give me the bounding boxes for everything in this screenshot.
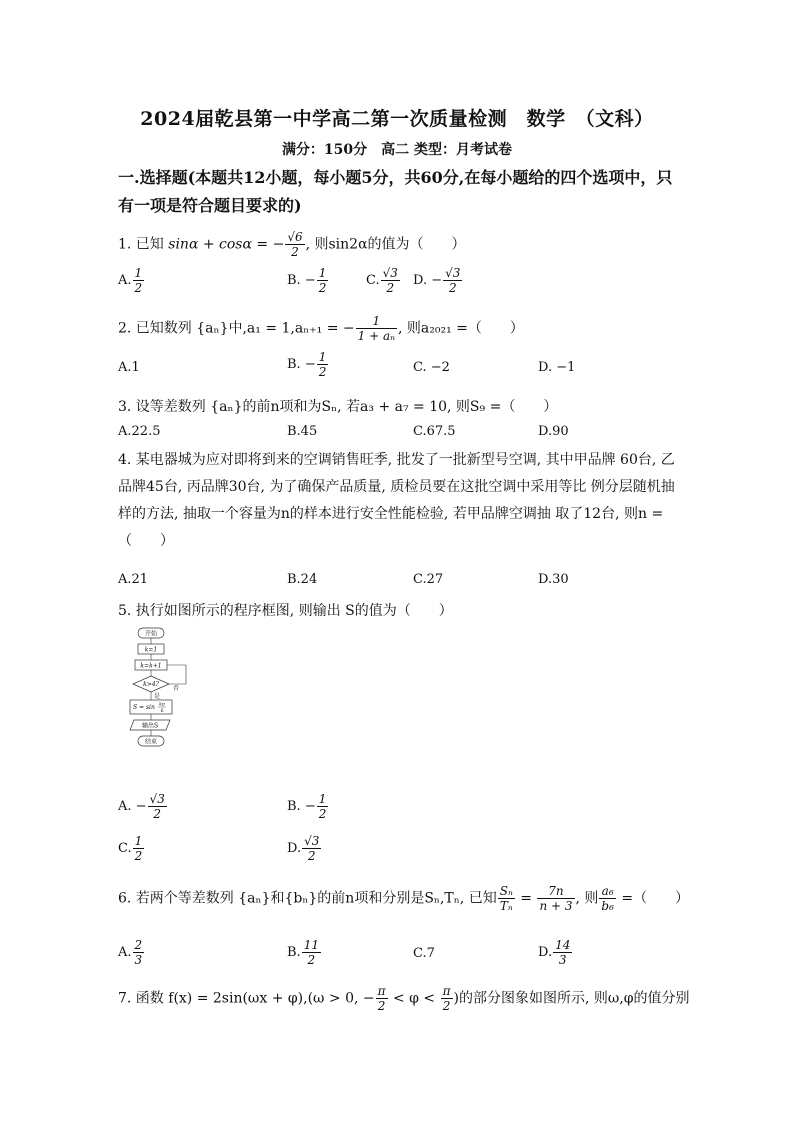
flow-loop-line	[167, 665, 186, 684]
section-heading: 一.选择题(本题共12小题，每小题5分，共60分,在每小题给的四个选项中，只有一项是符合题目要求的)	[118, 168, 673, 215]
q1-option-b: B. − $\frac{1}{2}$	[287, 266, 327, 295]
question-1-suffix: , 则sin2α的值为（ ）	[305, 236, 466, 253]
q5-option-b: B. − $\frac{1}{2}$	[287, 792, 327, 821]
flow-init-label: k=1	[144, 646, 158, 654]
question-1-fraction: $\frac{√6}{2}$	[287, 230, 303, 259]
q3-option-d: D.90	[538, 424, 569, 439]
q1-option-d: D. − $\frac{√3}{2}$	[413, 266, 461, 295]
flow-end-label: 结束	[144, 738, 158, 746]
q2-option-d: D. −1	[538, 360, 576, 375]
question-6: 6. 若两个等差数列 {aₙ}和{bₙ}的前n项和分别是Sₙ,Tₙ, 已知 $\frac{\text{Sₙ}}{\text{Tₙ}}$ = $\frac{7n}{n + 3}$ , 则 $\frac{\text{a₆}}{\text{b₆}}$ =（ ）	[118, 884, 690, 913]
flow-assign-den: 6	[160, 709, 164, 714]
flow-yes-label: 是	[154, 693, 161, 700]
q5-option-a: A. − $\frac{√3}{2}$	[118, 792, 165, 821]
q3-option-a: A.22.5	[118, 424, 161, 439]
page-title: 2024届乾县第一中学高二第一次质量检测 数学 （文科）	[140, 108, 654, 130]
question-7: 7. 函数 f(x) = 2sin(ωx + φ),(ω > 0, − $\frac{\pi}{2}$ < φ < $\frac{\pi}{2}$ )的部分图象如图所示, 则ω,φ的值分别	[118, 984, 690, 1013]
page-subtitle: 满分：150分 高二 类型：月考试卷	[281, 142, 513, 158]
flow-no-label: 否	[173, 685, 180, 692]
flow-assign-label: S = sin	[133, 704, 155, 711]
q5-option-d: D. $\frac{√3}{2}$	[287, 834, 320, 863]
question-2-suffix: , 则a₂₀₂₁ =（ ）	[397, 320, 524, 337]
q4-option-a: A.21	[118, 572, 149, 587]
question-7-prefix: 7. 函数 f(x) = 2sin(ωx + φ),(ω > 0, −	[118, 990, 375, 1007]
flow-assign-num: kπ	[159, 702, 165, 708]
q6-option-d: D. $\frac{14}{3}$	[538, 938, 571, 967]
q2-option-a: A.1	[118, 360, 140, 375]
flow-output-label: 输出S	[141, 722, 159, 730]
q6-option-a: A. $\frac{2}{3}$	[118, 938, 143, 967]
q3-option-b: B.45	[287, 424, 318, 439]
q4-option-c: C.27	[413, 572, 444, 587]
question-3: 3. 设等差数列 {aₙ}的前n项和为Sₙ, 若a₃ + a₇ = 10, 则S₉ =（ ）	[118, 399, 558, 415]
q1-option-c: C. $\frac{√3}{2}$	[366, 266, 398, 295]
q3-option-c: C.67.5	[413, 424, 456, 439]
question-2-prefix: 2. 已知数列 {aₙ}中,a₁ = 1,aₙ₊₁ = −	[118, 320, 355, 337]
q6-option-c: C.7	[413, 946, 435, 961]
question-1-expr: sinα + cosα = −	[168, 236, 285, 253]
question-1	[118, 230, 466, 259]
q1-option-a: A. $\frac{1}{2}$	[118, 266, 143, 295]
q5-option-c: C. $\frac{1}{2}$	[118, 834, 143, 863]
flowchart	[120, 624, 200, 784]
flow-inc-label: k=k+1	[140, 662, 162, 670]
flow-start-label: 开始	[144, 630, 158, 638]
flow-cond-label: k>4?	[143, 681, 159, 688]
q4-option-b: B.24	[287, 572, 318, 587]
q6-option-b: B. $\frac{11}{2}$	[287, 938, 319, 967]
q4-option-d: D.30	[538, 572, 569, 587]
question-5: 5. 执行如图所示的程序框图, 则输出 S的值为（ ）	[118, 603, 453, 619]
question-4: 4. 某电器城为应对即将到来的空调销售旺季, 批发了一批新型号空调, 其中甲品牌 60台, 乙品牌45台, 丙品牌30台, 为了确保产品质量, 质检员要在这批空调中采用等比 例分层随机抽样的方法, 抽取一个容量为n的样本进行安全性能检验, 若甲品牌空调抽 取了12台, 则n =（ ）	[118, 452, 675, 549]
question-6-prefix: 6. 若两个等差数列 {aₙ}和{bₙ}的前n项和分别是Sₙ,Tₙ, 已知	[118, 890, 497, 907]
q2-option-c: C. −2	[413, 360, 450, 375]
question-1-prefix: 1. 已知	[118, 236, 164, 253]
question-2	[118, 314, 524, 343]
q2-option-b: B. − $\frac{1}{2}$	[287, 350, 327, 379]
question-2-fraction: $\frac{1}{\text{1 + aₙ}}$	[357, 314, 395, 343]
